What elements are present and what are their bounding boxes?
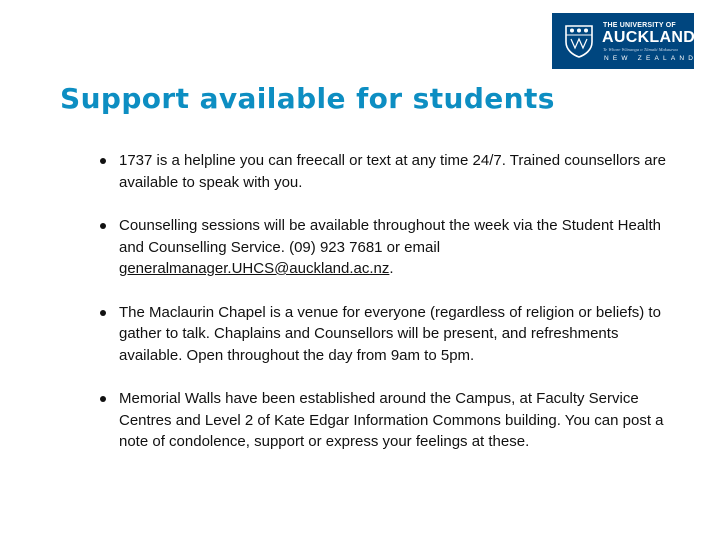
university-logo: [552, 13, 698, 69]
logo-line-university: THE UNIVERSITY OF: [603, 22, 676, 29]
support-list: [0, 150, 720, 475]
list-item-helpline: [0, 150, 720, 193]
page-title: Support available for students: [60, 82, 555, 115]
bullet-icon: [100, 396, 106, 402]
list-item-chapel: [0, 302, 720, 367]
bullet-icon: [100, 223, 106, 229]
list-item-counselling: [0, 215, 720, 280]
bullet-icon: [100, 158, 106, 164]
bullet-text: 1737 is a helpline you can freecall or text at any time 24/7. Trained counsellors are available to speak with you.: [119, 152, 666, 191]
list-item-memorial-walls: [0, 388, 720, 453]
bullet-text-end: .: [389, 260, 394, 277]
crest-icon: [564, 24, 594, 58]
logo-line-motto: Te Whare Wānanga o Tāmaki Makaurau: [603, 47, 678, 52]
email-link[interactable]: generalmanager.UHCS@auckland.ac.nz: [119, 260, 390, 277]
bullet-text: Counselling sessions will be available throughout the week via the Student Health and Counselling Service. (09) 923 7681 or email: [119, 217, 661, 256]
bullet-text: Memorial Walls have been established around the Campus, at Faculty Service Centres and Level 2 of Kate Edgar Information Commons building. You can post a note of condolence, support or express your feelings at these.: [119, 390, 664, 450]
bullet-text: The Maclaurin Chapel is a venue for everyone (regardless of religion or beliefs) to gather to talk. Chaplains and Counsellors will be present, and refreshments available. Open throughout the day from 9am to 5pm.: [119, 303, 661, 364]
logo-line-new-zealand: NEW ZEALAND: [604, 55, 698, 62]
bullet-icon: [100, 310, 106, 316]
logo-line-auckland: AUCKLAND: [602, 29, 696, 46]
